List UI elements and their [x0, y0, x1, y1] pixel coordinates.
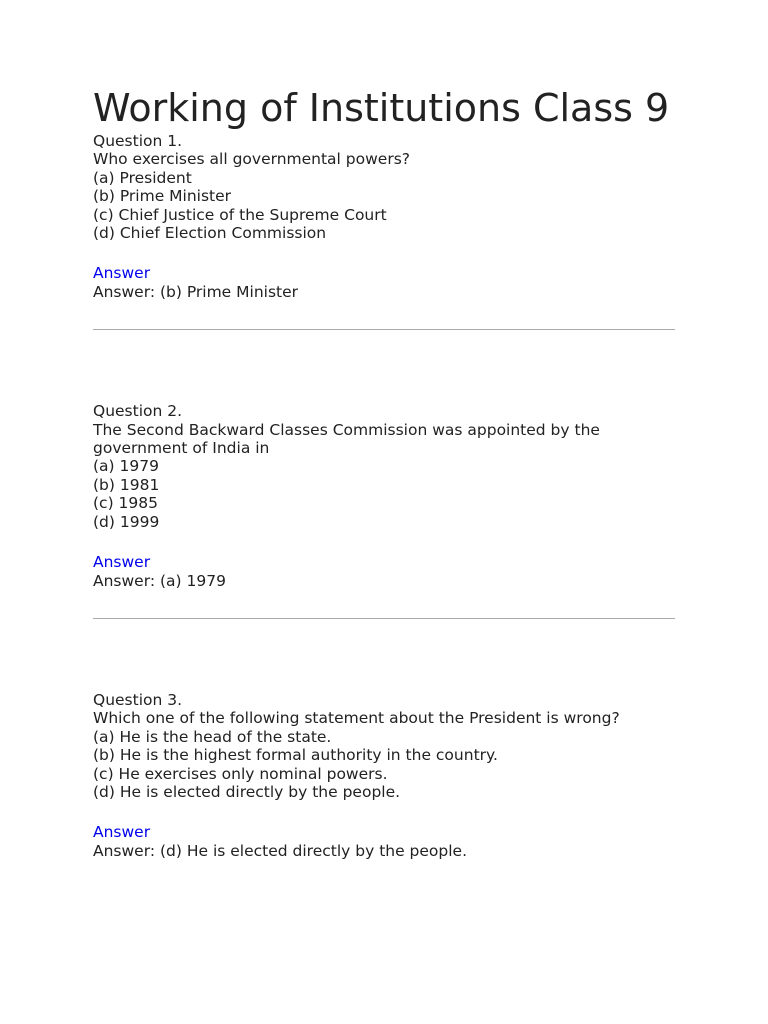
option-d: (d) Chief Election Commission: [93, 224, 327, 243]
option-a: (a) He is the head of the state.: [93, 727, 332, 746]
answer-toggle-link[interactable]: Answer: [93, 264, 151, 283]
option-b: (b) 1981: [93, 475, 160, 494]
divider: [93, 618, 675, 619]
question-3: [93, 691, 675, 860]
question-text: Which one of the following statement about the President is wrong?: [93, 709, 620, 728]
answer-text: Answer: (a) 1979: [93, 571, 226, 590]
option-b: (b) He is the highest formal authority in the country.: [93, 746, 498, 765]
question-number: Question 3.: [93, 690, 183, 709]
option-c: (c) He exercises only nominal powers.: [93, 764, 388, 783]
question-text: The Second Backward Classes Commission was appointed by the government of India in: [93, 420, 600, 458]
answer-toggle-link[interactable]: Answer: [93, 553, 151, 572]
question-text: Who exercises all governmental powers?: [93, 150, 411, 169]
answer-text: Answer: (b) Prime Minister: [93, 282, 299, 301]
question-number: Question 2.: [93, 402, 183, 421]
answer-block: [93, 823, 675, 860]
answer-text: Answer: (d) He is elected directly by the people.: [93, 841, 468, 860]
divider: [93, 329, 675, 330]
option-b: (b) Prime Minister: [93, 187, 232, 206]
option-d: (d) 1999: [93, 512, 160, 531]
answer-toggle-link[interactable]: Answer: [93, 823, 151, 842]
option-c: (c) Chief Justice of the Supreme Court: [93, 205, 387, 224]
question-2: [93, 402, 675, 590]
question-1: [93, 132, 675, 301]
option-a: (a) President: [93, 168, 192, 187]
page-title: Working of Institutions Class 9: [93, 86, 670, 130]
option-c: (c) 1985: [93, 494, 158, 513]
question-number: Question 1.: [93, 132, 183, 150]
answer-block: [93, 264, 675, 301]
option-d: (d) He is elected directly by the people.: [93, 782, 401, 801]
document-page: [93, 86, 675, 860]
answer-block: [93, 553, 675, 590]
option-a: (a) 1979: [93, 457, 159, 476]
